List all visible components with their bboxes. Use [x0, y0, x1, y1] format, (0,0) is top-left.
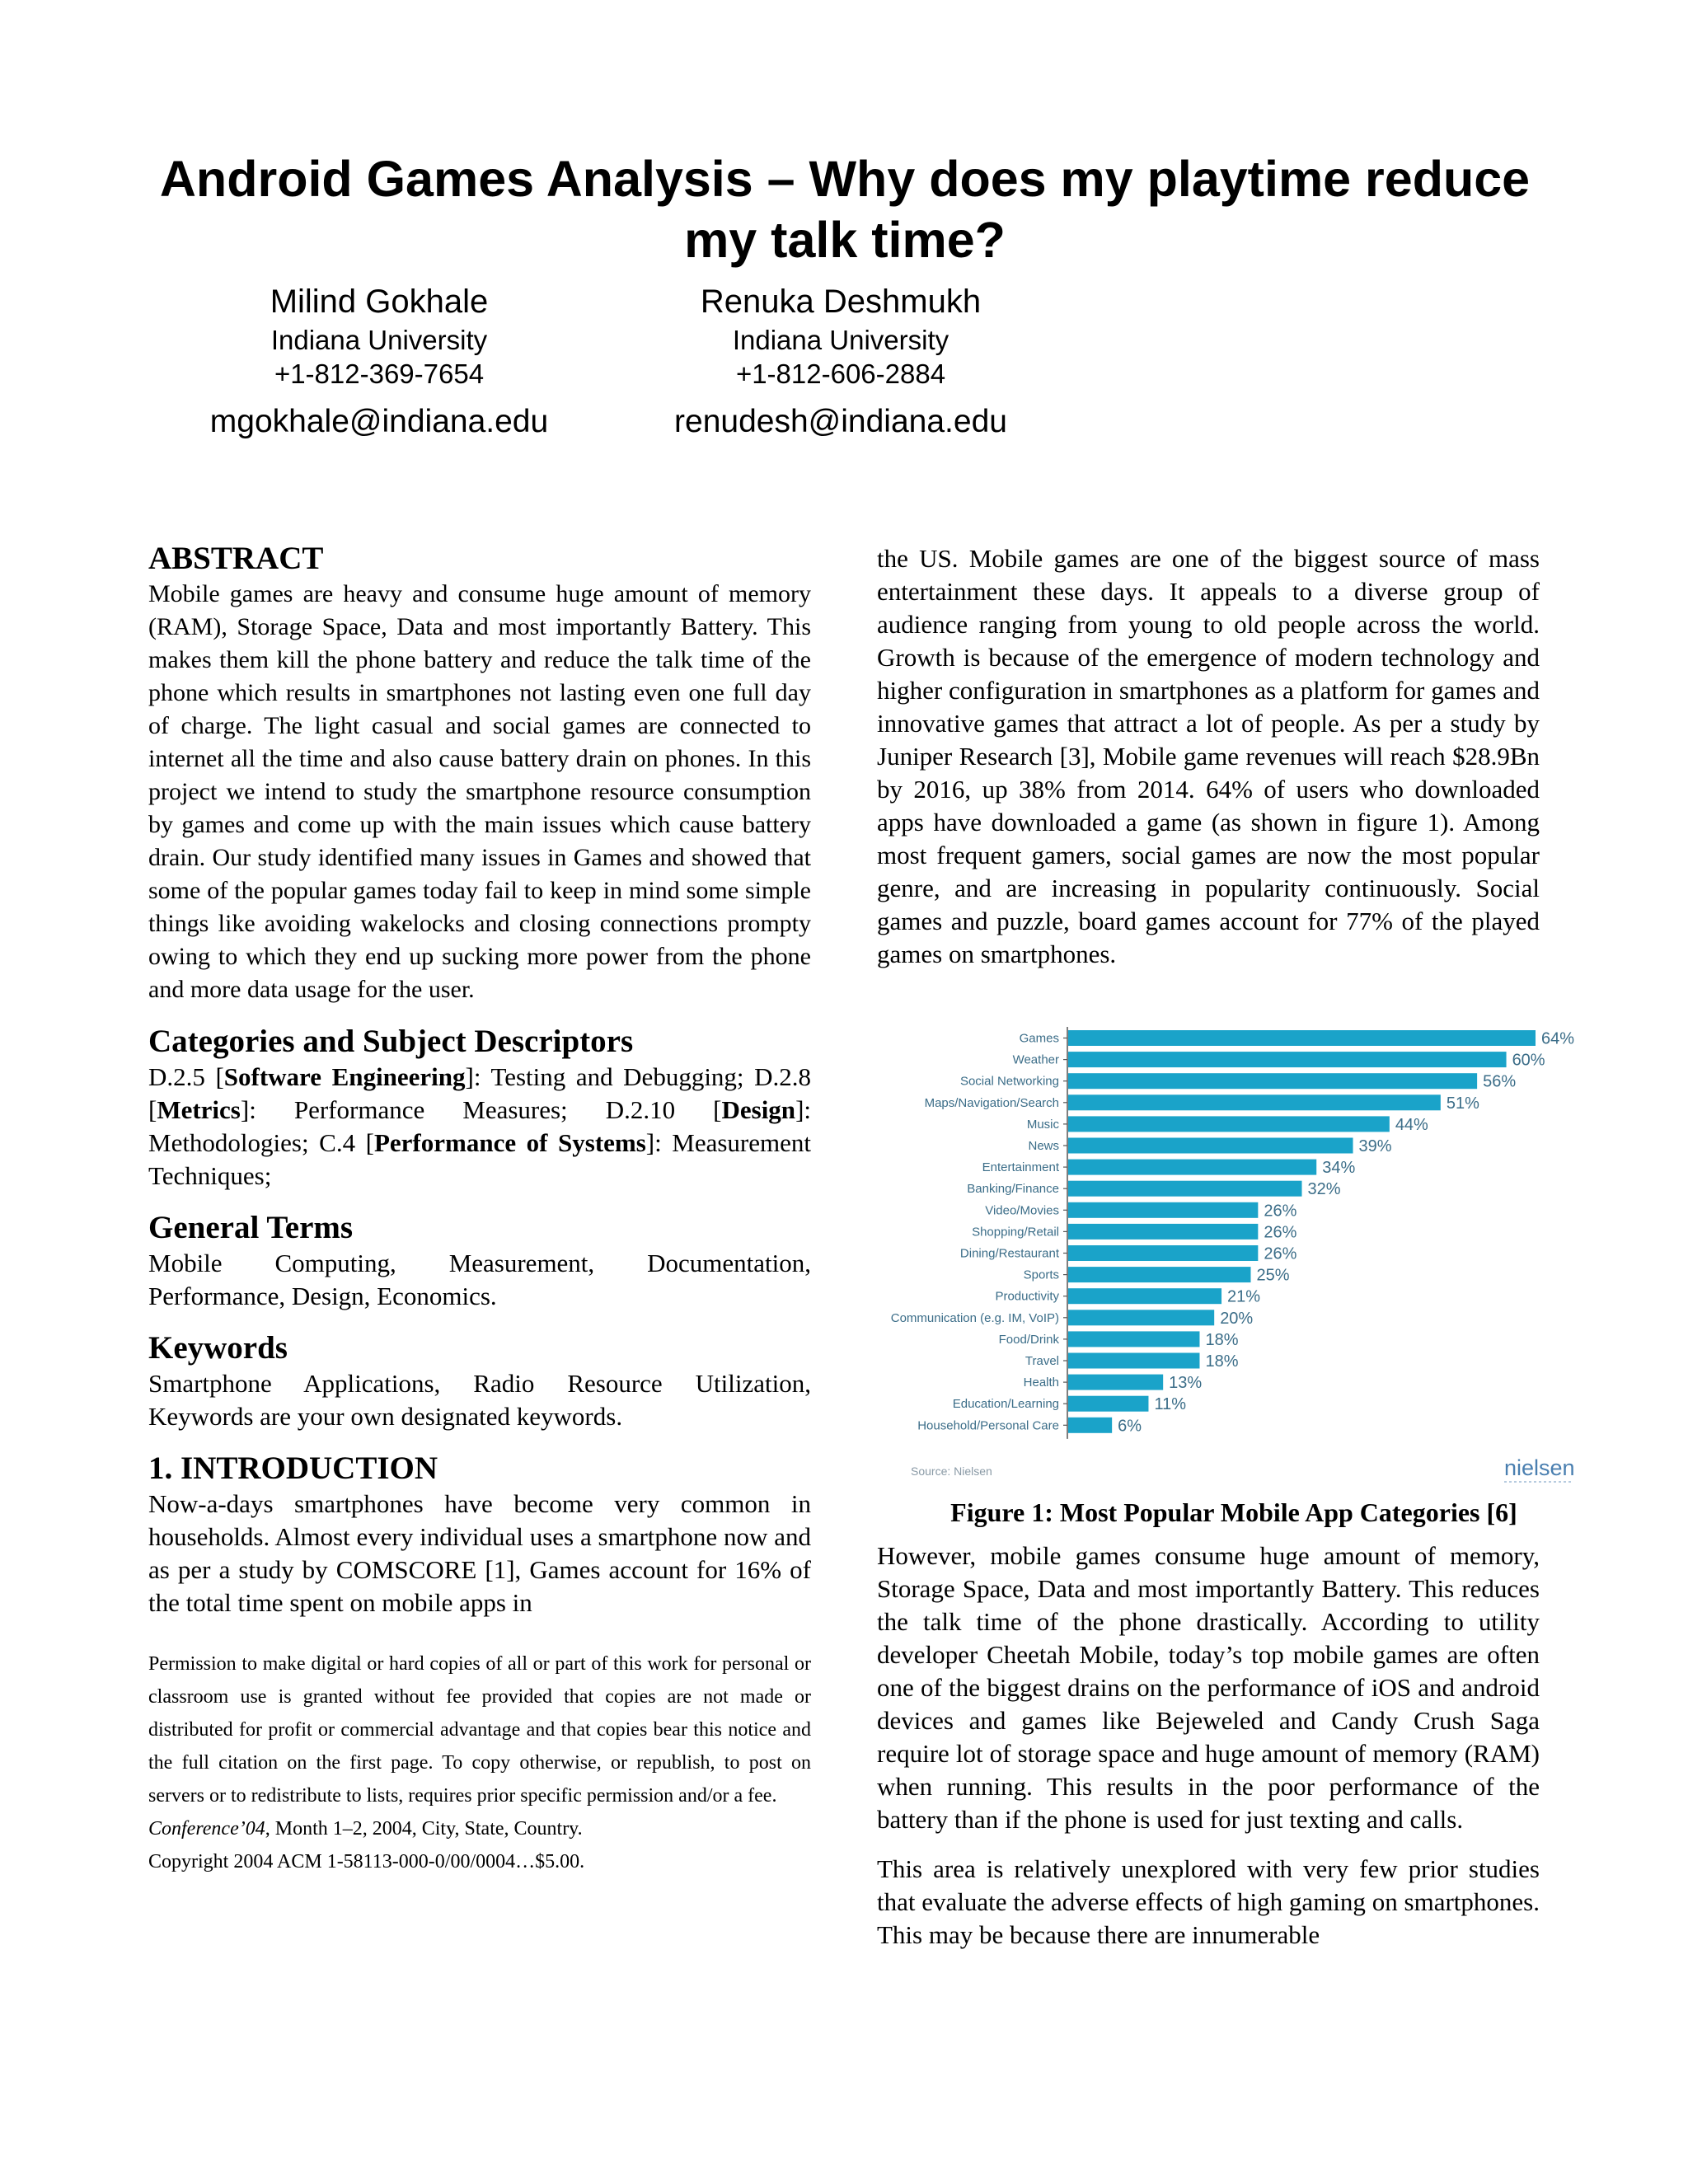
- chart-value-label: 18%: [1205, 1330, 1239, 1349]
- right-column-bottom: [877, 1540, 1540, 1952]
- title-line-2: my talk time?: [684, 212, 1006, 268]
- general-terms-text: Mobile Computing, Measurement, Documentation, Performance, Design, Economics.: [148, 1249, 811, 1310]
- chart-category-label: News: [1028, 1139, 1059, 1153]
- intro-continued-text: the US. Mobile games are one of the biggest source of mass entertainment these days. It appeals to a diverse group of audience ranging from young to old people across the world. Growth is because of the emergence of modern technology and higher configuration in smartphones as a platform for games and innovative games that attract a lot of people. As per a study by Juniper Research [3], Mobile game revenues will reach $28.9Bn by 2016, up 38% from 2014. 64% of users who downloaded apps have downloaded a game (as shown in figure 1). Among most frequent gamers, social games are now the most popular genre, and are increasing in popularity continuously. Social games and puzzle, board games account for 77% of the played games on smartphones.: [877, 544, 1540, 968]
- chart-bar: [1068, 1418, 1112, 1433]
- author-email: mgokhale@indiana.edu: [209, 404, 549, 439]
- chart-value-label: 60%: [1512, 1051, 1545, 1070]
- paper-title: [82, 148, 1607, 270]
- author-phone: +1-812-606-2884: [735, 359, 946, 389]
- chart-bar: [1068, 1181, 1302, 1197]
- chart-category-label: Health: [1023, 1376, 1059, 1390]
- chart-value-label: 20%: [1220, 1309, 1254, 1328]
- author-phone: +1-812-369-7654: [274, 359, 485, 389]
- chart-bar: [1068, 1202, 1258, 1218]
- author-name: Milind Gokhale: [270, 284, 489, 320]
- general-terms-heading: General Terms: [148, 1210, 354, 1245]
- chart-category-label: Education/Learning: [952, 1397, 1059, 1412]
- chart-value-label: 13%: [1169, 1374, 1203, 1393]
- chart-bar: [1068, 1138, 1353, 1154]
- copyright-line: Copyright 2004 ACM 1-58113-000-0/00/0004…$5.00.: [148, 1851, 585, 1872]
- chart-category-label: Banking/Finance: [967, 1182, 1059, 1197]
- chart-bar: [1068, 1052, 1507, 1067]
- chart-category-label: Dining/Restaurant: [959, 1246, 1059, 1261]
- categories-text: D.2.5 [Software Engineering]: Testing and Debugging; D.2.8 [Metrics]: Performance Measures; D.2.10 [Design]: Methodologies; C.4 [Performance of Systems]: Measurement Techniques;: [148, 1062, 811, 1190]
- keywords-text: Smartphone Applications, Radio Resource Utilization, Keywords are your own designated keywords.: [148, 1369, 811, 1431]
- chart-category-label: Productivity: [995, 1289, 1059, 1304]
- chart-bar: [1068, 1073, 1477, 1089]
- chart-bar: [1068, 1375, 1163, 1390]
- chart-category-label: Sports: [1023, 1268, 1059, 1282]
- chart-value-label: 18%: [1205, 1352, 1239, 1371]
- chart-value-label: 51%: [1446, 1094, 1479, 1113]
- chart-category-label: Weather: [1012, 1052, 1059, 1067]
- chart-value-label: 26%: [1264, 1223, 1297, 1242]
- chart-bar: [1068, 1245, 1258, 1261]
- chart-value-label: 26%: [1264, 1244, 1297, 1263]
- chart-category-label: Games: [1019, 1031, 1059, 1046]
- author-1: [181, 280, 577, 442]
- chart-value-label: 56%: [1483, 1072, 1517, 1091]
- chart-bar: [1068, 1288, 1221, 1304]
- chart-category-label: Entertainment: [982, 1160, 1059, 1175]
- chart-category-label: Shopping/Retail: [972, 1225, 1059, 1240]
- chart-value-label: 64%: [1541, 1029, 1575, 1048]
- chart-bar: [1068, 1030, 1536, 1046]
- chart-value-label: 26%: [1264, 1202, 1297, 1221]
- chart-value-label: 32%: [1307, 1180, 1341, 1199]
- chart-category-label: Video/Movies: [985, 1203, 1059, 1218]
- chart-value-label: 25%: [1256, 1266, 1290, 1285]
- introduction-text: Now-a-days smartphones have become very common in households. Almost every individual uses a smartphone now and as per a study by COMSCORE [1], Games account for 16% of the total time spent on mobile apps in: [148, 1489, 811, 1617]
- chart-bar: [1068, 1353, 1199, 1369]
- intro-paragraph-3: This area is relatively unexplored with very few prior studies that evaluate the adverse effects of high gaming on smartphones. This may be because there are innumerable: [877, 1854, 1540, 1949]
- title-line-1: Android Games Analysis – Why does my playtime reduce: [159, 151, 1531, 207]
- chart-value-label: 44%: [1395, 1115, 1428, 1134]
- keywords-heading: Keywords: [148, 1330, 288, 1366]
- permission-notice: Permission to make digital or hard copies of all or part of this work for personal or classroom use is granted without fee provided that copies are not made or distributed for profit or commercial advantage and that copies bear this notice and the full citation on the first page. To copy otherwise, or republish, to post on servers or to redistribute to lists, requires prior specific permission and/or a fee.: [148, 1653, 811, 1807]
- author-affiliation: Indiana University: [270, 325, 488, 355]
- author-affiliation: Indiana University: [732, 325, 950, 355]
- chart-source-label: Source: Nielsen: [911, 1465, 992, 1478]
- left-column: [148, 540, 811, 1878]
- nielsen-logo: nielsen: [1504, 1455, 1575, 1480]
- chart-bar: [1068, 1160, 1316, 1175]
- chart-category-label: Music: [1026, 1117, 1059, 1132]
- chart-category-label: Communication (e.g. IM, VoIP): [890, 1310, 1059, 1325]
- chart-bar: [1068, 1267, 1250, 1282]
- author-name: Renuka Deshmukh: [700, 284, 982, 320]
- chart-category-label: Household/Personal Care: [917, 1418, 1059, 1433]
- chart-bar: [1068, 1116, 1390, 1132]
- intro-paragraph-2: However, mobile games consume huge amount of memory, Storage Space, Data and most importantly Battery. This reduces the talk time of the phone drastically. According to utility developer Cheetah Mobile, today’s top mobile games are often one of the biggest drains on the performance of iOS and android devices and games like Bejeweled and Candy Crush Saga require lot of storage space and huge amount of memory (RAM) when running. This results in the poor performance of the battery than if the phone is used for just texting and calls.: [877, 1541, 1540, 1834]
- chart-value-label: 34%: [1322, 1159, 1356, 1178]
- right-column-top: [877, 542, 1540, 971]
- chart-bar: [1068, 1224, 1258, 1240]
- author-2: [635, 280, 1047, 442]
- abstract-heading: ABSTRACT: [148, 541, 324, 576]
- figure-1-chart: [865, 1022, 1607, 1492]
- chart-value-label: 6%: [1118, 1417, 1142, 1436]
- chart-value-label: 39%: [1358, 1137, 1392, 1155]
- chart-category-label: Social Networking: [959, 1074, 1059, 1089]
- author-email: renudesh@indiana.edu: [674, 404, 1007, 439]
- chart-category-label: Food/Drink: [998, 1332, 1059, 1347]
- chart-bar: [1068, 1396, 1148, 1412]
- chart-category-label: Maps/Navigation/Search: [924, 1095, 1059, 1110]
- chart-value-label: 21%: [1227, 1287, 1261, 1306]
- chart-bar: [1068, 1310, 1214, 1325]
- chart-bar: [1068, 1331, 1199, 1347]
- chart-value-label: 11%: [1154, 1395, 1186, 1414]
- introduction-heading: 1. INTRODUCTION: [148, 1451, 438, 1486]
- chart-category-label: Travel: [1025, 1354, 1059, 1368]
- abstract-text: Mobile games are heavy and consume huge amount of memory (RAM), Storage Space, Data and most importantly Battery. This makes them kill the phone battery and reduce the talk time of the phone which results in smartphones not lasting even one full day of charge. The light casual and social games are connected to internet all the time and also cause battery drain on phones. In this project we intend to study the smartphone resource consumption by games and come up with the main issues which cause battery drain. Our study identified many issues in Games and showed that some of the popular games today fail to keep in mind some simple things like avoiding wakelocks and closing connections prompty owing to which they end up sucking more power from the phone and more data usage for the user.: [148, 580, 811, 1003]
- figure-caption: Figure 1: Most Popular Mobile App Categories [6]: [950, 1497, 1517, 1527]
- chart-bar: [1068, 1094, 1441, 1110]
- conference-line: Conference’04, Month 1–2, 2004, City, State, Country.: [148, 1818, 583, 1840]
- categories-heading: Categories and Subject Descriptors: [148, 1024, 634, 1059]
